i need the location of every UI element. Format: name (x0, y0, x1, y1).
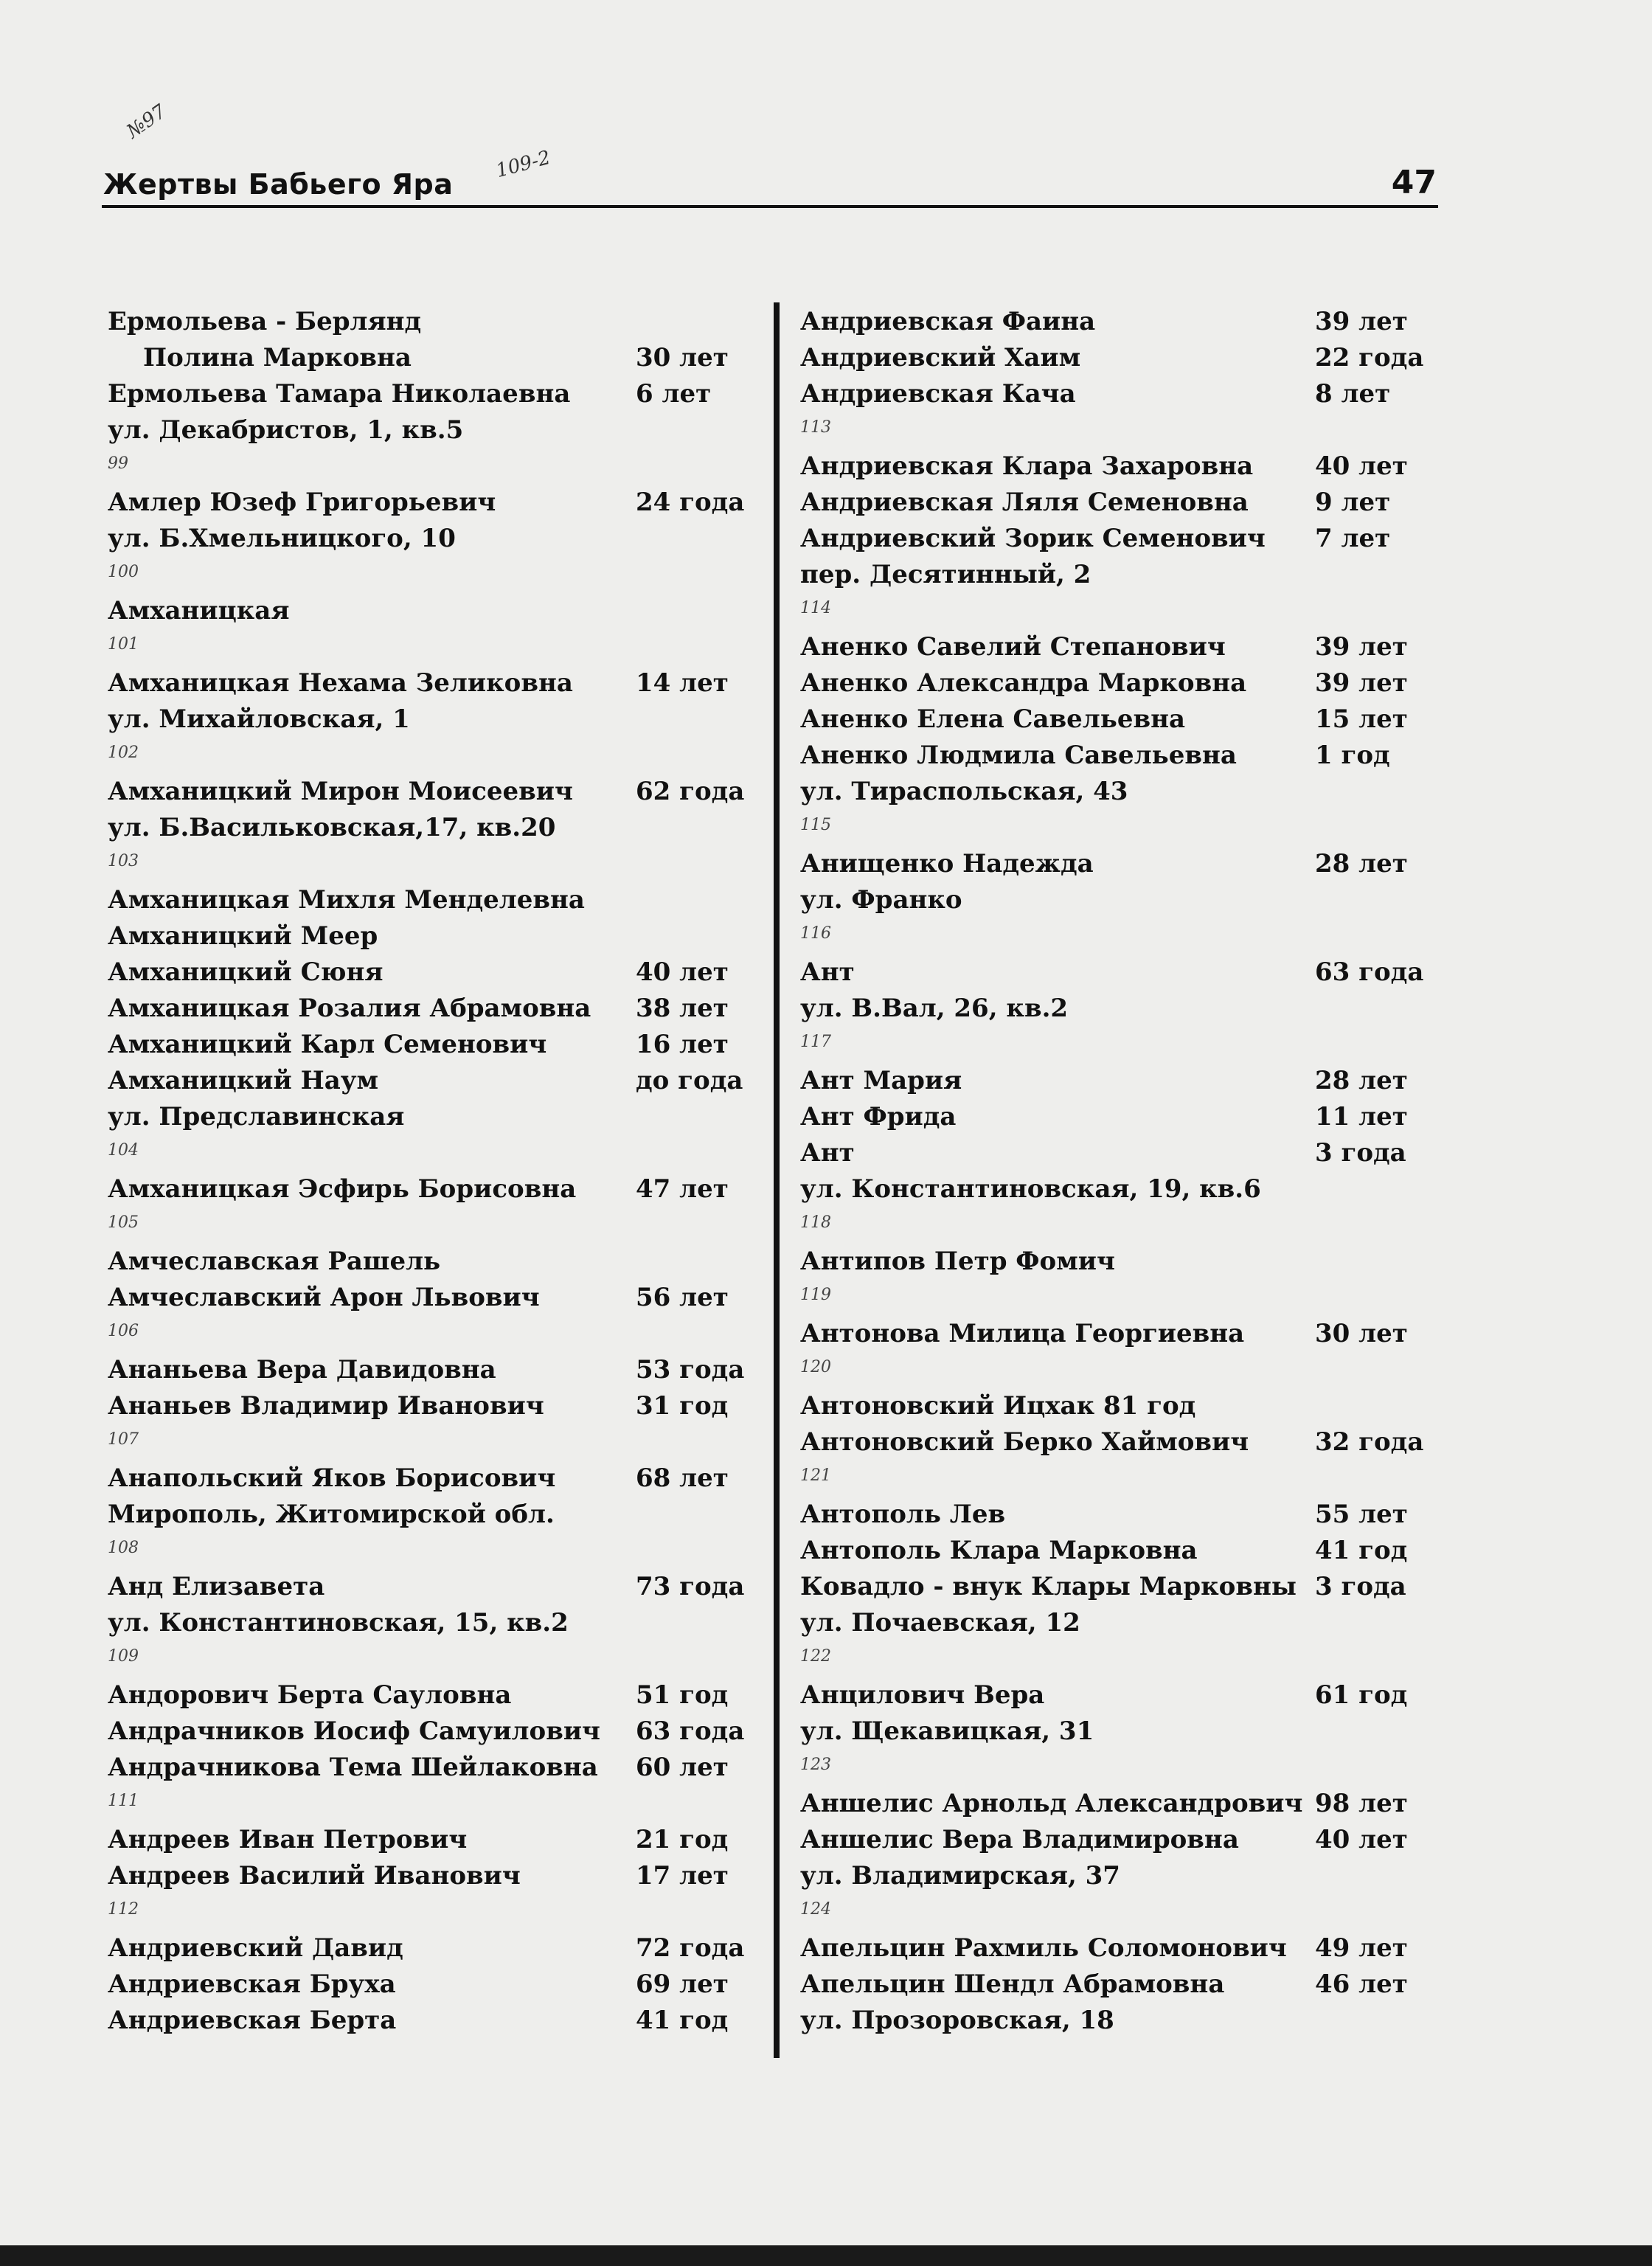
list-item (800, 774, 1449, 810)
list-item (800, 629, 1449, 665)
entry-name: Анищенко Надежда (800, 849, 1094, 879)
entry-name: пер. Десятинный, 2 (800, 560, 1092, 589)
list-item (800, 1786, 1449, 1822)
handwritten-entry-number: 108 (108, 1539, 139, 1557)
entry-gap (800, 810, 1449, 846)
list-item (800, 1714, 1449, 1750)
list-item (108, 1930, 757, 1967)
entry-gap (108, 629, 757, 665)
entry-age: 30 лет (1315, 1319, 1408, 1348)
handwritten-entry-number: 100 (108, 563, 139, 581)
entry-gap (800, 918, 1449, 954)
entry-age: 47 лет (636, 1174, 729, 1204)
entry-name: Андриевская Бруха (108, 1969, 396, 1999)
entry-name: Андреев Иван Петрович (108, 1825, 468, 1854)
entry-name: Амханицкий Карл Семенович (108, 1030, 547, 1059)
entry-age: 62 года (636, 777, 745, 806)
list-item (108, 774, 757, 810)
entry-name: ул. Константиновская, 15, кв.2 (108, 1608, 569, 1638)
entry-age: 1 год (1315, 741, 1390, 770)
entry-gap (800, 1894, 1449, 1930)
entry-name: ул. Б.Васильковская,17, кв.20 (108, 813, 556, 842)
handwritten-entry-number: 103 (108, 852, 139, 870)
entry-gap (800, 1461, 1449, 1497)
entry-name: Андриевская Клара Захаровна (800, 451, 1254, 481)
list-item (800, 1677, 1449, 1714)
entry-gap (108, 846, 757, 882)
list-item (800, 557, 1449, 593)
list-item (800, 665, 1449, 701)
entry-name: Аншелис Вера Владимировна (800, 1825, 1239, 1854)
handwritten-entry-number: 104 (108, 1141, 139, 1160)
entry-name: ул. Франко (800, 885, 962, 915)
list-item (800, 304, 1449, 340)
entry-age: 98 лет (1315, 1789, 1408, 1818)
list-item (108, 521, 757, 557)
handwritten-entry-number: 118 (800, 1213, 831, 1232)
entry-age: 6 лет (636, 379, 712, 409)
list-item (800, 1569, 1449, 1605)
entry-age: 7 лет (1315, 524, 1391, 553)
list-item (108, 1027, 757, 1063)
entry-name: Антипов Петр Фомич (800, 1247, 1115, 1276)
entry-age: 17 лет (636, 1861, 729, 1891)
entry-age: 46 лет (1315, 1969, 1408, 1999)
list-item (108, 701, 757, 738)
list-item (800, 846, 1449, 882)
entry-gap (108, 1316, 757, 1352)
entry-age: 24 года (636, 488, 745, 517)
entry-age: 60 лет (636, 1753, 729, 1782)
list-item (800, 448, 1449, 485)
entry-age: 68 лет (636, 1463, 729, 1493)
entry-age: 15 лет (1315, 704, 1408, 734)
entry-age: 30 лет (636, 343, 729, 373)
handwritten-entry-number: 124 (800, 1900, 831, 1919)
entry-age: 14 лет (636, 668, 729, 698)
list-item (800, 1135, 1449, 1171)
list-item (108, 304, 757, 340)
list-item (108, 1497, 757, 1533)
handwritten-entry-number: 107 (108, 1430, 139, 1449)
entry-name: Аненко Елена Савельевна (800, 704, 1186, 734)
entry-age: 49 лет (1315, 1933, 1408, 1963)
list-item (108, 593, 757, 629)
page-title: Жертвы Бабьего Яра (103, 168, 454, 201)
handwritten-entry-number: 105 (108, 1213, 139, 1232)
list-item (800, 1858, 1449, 1894)
entry-gap (108, 557, 757, 593)
list-item (108, 412, 757, 448)
list-item (108, 485, 757, 521)
entry-name: Апельцин Рахмиль Соломонович (800, 1933, 1287, 1963)
list-item (108, 1677, 757, 1714)
entry-gap (800, 1027, 1449, 1063)
entry-age: 39 лет (1315, 307, 1408, 336)
entry-gap (108, 1786, 757, 1822)
column-divider (774, 302, 780, 2058)
handwritten-entry-number: 119 (800, 1286, 831, 1304)
entry-name: Андриевская Берта (108, 2006, 397, 2035)
entry-gap (108, 738, 757, 774)
entry-name: Апельцин Шендл Абрамовна (800, 1969, 1225, 1999)
handwritten-entry-number: 114 (800, 599, 831, 617)
list-item (108, 1605, 757, 1641)
handwritten-entry-number: 109 (108, 1647, 139, 1666)
entry-name: Андреев Василий Иванович (108, 1861, 521, 1891)
list-item (800, 1605, 1449, 1641)
entry-name: ул. Владимирская, 37 (800, 1861, 1120, 1891)
entry-age: до года (636, 1066, 743, 1095)
entry-name: ул. Тираспольская, 43 (800, 777, 1128, 806)
entry-gap (108, 1894, 757, 1930)
handwritten-entry-number: 115 (800, 816, 831, 834)
entry-name: Андриевская Ляля Семеновна (800, 488, 1249, 517)
entry-name: Мирополь, Житомирской обл. (108, 1500, 555, 1529)
entry-name: ул. Щекавицкая, 31 (800, 1716, 1094, 1746)
list-item (800, 1316, 1449, 1352)
entry-age: 9 лет (1315, 488, 1391, 517)
list-item (800, 738, 1449, 774)
entry-name: Андриевский Хаим (800, 343, 1081, 373)
list-item (108, 1461, 757, 1497)
entry-name: Антонова Милица Георгиевна (800, 1319, 1245, 1348)
handwritten-entry-number: 101 (108, 635, 139, 654)
handwritten-entry-number: 117 (800, 1033, 831, 1051)
list-item (108, 810, 757, 846)
entry-age: 11 лет (1315, 1102, 1408, 1132)
entry-name: Аненко Людмила Савельевна (800, 741, 1237, 770)
entry-name: Андриевская Фаина (800, 307, 1096, 336)
list-item (108, 1171, 757, 1208)
entry-name: Ант (800, 1138, 855, 1168)
entry-name: Амханицкий Меер (108, 921, 378, 951)
list-item (800, 376, 1449, 412)
list-item (800, 954, 1449, 991)
list-item (108, 918, 757, 954)
entry-gap (108, 1641, 757, 1677)
list-item (108, 1750, 757, 1786)
entry-age: 63 года (1315, 957, 1424, 987)
entry-name: Полина Марковна (143, 343, 412, 373)
list-item (800, 340, 1449, 376)
list-item (108, 665, 757, 701)
page-number: 47 (1391, 164, 1437, 201)
entry-gap (800, 1352, 1449, 1388)
entry-gap (800, 1208, 1449, 1244)
entry-gap (800, 593, 1449, 629)
entry-name: Амханицкая Михля Менделевна (108, 885, 585, 915)
list-item (800, 1533, 1449, 1569)
entry-name: Ковадло - внук Клары Марковны (800, 1572, 1297, 1601)
left-column (108, 304, 757, 2039)
entry-name: Аненко Александра Марковна (800, 668, 1247, 698)
list-item (800, 1063, 1449, 1099)
list-item (800, 485, 1449, 521)
entry-age: 51 год (636, 1680, 729, 1710)
entry-age: 31 год (636, 1391, 729, 1421)
entry-name: Ермольева Тамара Николаевна (108, 379, 571, 409)
entry-age: 61 год (1315, 1680, 1408, 1710)
list-item (108, 1569, 757, 1605)
entry-name: Анд Елизавета (108, 1572, 325, 1601)
entry-age: 72 года (636, 1933, 745, 1963)
entry-age: 41 год (1315, 1536, 1408, 1565)
entry-name: Андорович Берта Сауловна (108, 1680, 512, 1710)
entry-age: 56 лет (636, 1283, 729, 1312)
entry-name: ул. Михайловская, 1 (108, 704, 410, 734)
list-item (108, 1352, 757, 1388)
entry-age: 41 год (636, 2006, 729, 2035)
handwritten-entry-number: 123 (800, 1756, 831, 1774)
list-item (800, 882, 1449, 918)
entry-name: ул. Декабристов, 1, кв.5 (108, 415, 464, 445)
header-rule (102, 205, 1438, 208)
list-item (800, 1171, 1449, 1208)
entry-name: Ананьева Вера Давидовна (108, 1355, 496, 1385)
list-item (800, 1497, 1449, 1533)
list-item (800, 1099, 1449, 1135)
handwritten-entry-number: 116 (800, 924, 831, 943)
list-item (800, 2003, 1449, 2039)
entry-age: 16 лет (636, 1030, 729, 1059)
entry-gap (800, 1641, 1449, 1677)
handwritten-number: №97 (122, 100, 171, 143)
entry-gap (108, 1424, 757, 1461)
entry-name: Ананьев Владимир Иванович (108, 1391, 544, 1421)
entry-name: ул. Почаевская, 12 (800, 1608, 1080, 1638)
entry-age: 28 лет (1315, 849, 1408, 879)
entry-gap (108, 1135, 757, 1171)
entry-name: Андрачников Иосиф Самуилович (108, 1716, 600, 1746)
list-item (108, 2003, 757, 2039)
entry-gap (800, 412, 1449, 448)
entry-age: 40 лет (636, 957, 729, 987)
entry-name: Андрачникова Тема Шейлаковна (108, 1753, 598, 1782)
entry-age: 39 лет (1315, 632, 1408, 662)
entry-name: Ермольева - Берлянд (108, 307, 422, 336)
entry-name: ул. Прозоровская, 18 (800, 2006, 1114, 2035)
handwritten-entry-number: 102 (108, 744, 139, 762)
handwritten-entry-number: 99 (108, 454, 128, 473)
list-item (108, 1280, 757, 1316)
list-item (800, 1930, 1449, 1967)
entry-name: Амханицкая (108, 596, 290, 626)
entry-age: 40 лет (1315, 451, 1408, 481)
entry-gap (108, 1208, 757, 1244)
list-item (108, 376, 757, 412)
list-item (800, 991, 1449, 1027)
list-item (108, 340, 757, 376)
entry-name: Амчеславский Арон Львович (108, 1283, 540, 1312)
entry-name: Ант Мария (800, 1066, 962, 1095)
entry-name: Аншелис Арнольд Александрович (800, 1789, 1303, 1818)
list-item (108, 1858, 757, 1894)
entry-gap (800, 1750, 1449, 1786)
list-item (800, 1244, 1449, 1280)
page-bottom-edge (0, 2245, 1652, 2266)
entry-gap (108, 1533, 757, 1569)
right-column (800, 304, 1449, 2039)
list-item (800, 1967, 1449, 2003)
handwritten-entry-number: 120 (800, 1358, 831, 1376)
list-item (108, 1714, 757, 1750)
entry-name: Амханицкая Нехама Зеликовна (108, 668, 573, 698)
handwritten-entry-number: 113 (800, 418, 831, 437)
handwritten-entry-number: 121 (800, 1466, 831, 1485)
entry-name: Амханицкий Наум (108, 1066, 379, 1095)
list-item (108, 1099, 757, 1135)
entry-name: Амханицкий Сюня (108, 957, 384, 987)
entry-age: 55 лет (1315, 1500, 1408, 1529)
list-item (108, 991, 757, 1027)
handwritten-range: 109-2 (493, 146, 553, 183)
entry-name: ул. Константиновская, 19, кв.6 (800, 1174, 1261, 1204)
entry-name: Амчеславская Рашель (108, 1247, 441, 1276)
entry-name: Аненко Савелий Степанович (800, 632, 1226, 662)
entry-name: Ант Фрида (800, 1102, 957, 1132)
list-item (108, 882, 757, 918)
entry-age: 39 лет (1315, 668, 1408, 698)
entry-age: 3 года (1315, 1572, 1406, 1601)
entry-name: Андриевский Зорик Семенович (800, 524, 1266, 553)
list-item (800, 1822, 1449, 1858)
list-item (800, 1424, 1449, 1461)
entry-age: 8 лет (1315, 379, 1391, 409)
entry-name: Антоновский Ицхак 81 год (800, 1391, 1196, 1421)
entry-age: 21 год (636, 1825, 729, 1854)
list-item (800, 1388, 1449, 1424)
entry-name: ул. В.Вал, 26, кв.2 (800, 994, 1069, 1023)
entry-name: Антоновский Берко Хаймович (800, 1427, 1249, 1457)
entry-name: Амлер Юзеф Григорьевич (108, 488, 496, 517)
entry-name: Амханицкий Мирон Моисеевич (108, 777, 573, 806)
handwritten-entry-number: 106 (108, 1322, 139, 1340)
entry-name: Антополь Лев (800, 1500, 1006, 1529)
list-item (108, 1822, 757, 1858)
entry-name: Антополь Клара Марковна (800, 1536, 1198, 1565)
entry-age: 3 года (1315, 1138, 1406, 1168)
entry-age: 38 лет (636, 994, 729, 1023)
entry-name: Андриевская Кача (800, 379, 1076, 409)
entry-age: 32 года (1315, 1427, 1424, 1457)
entry-age: 73 года (636, 1572, 745, 1601)
entry-name: Ант (800, 957, 855, 987)
handwritten-entry-number: 122 (800, 1647, 831, 1666)
handwritten-entry-number: 112 (108, 1900, 139, 1919)
entry-age: 63 года (636, 1716, 745, 1746)
list-item (108, 1967, 757, 2003)
entry-age: 40 лет (1315, 1825, 1408, 1854)
entry-name: Андриевский Давид (108, 1933, 403, 1963)
entry-gap (800, 1280, 1449, 1316)
entry-age: 69 лет (636, 1969, 729, 1999)
handwritten-entry-number: 111 (108, 1792, 139, 1810)
entry-age: 53 года (636, 1355, 745, 1385)
entry-name: Амханицкая Розалия Абрамовна (108, 994, 591, 1023)
list-item (108, 1063, 757, 1099)
entry-name: ул. Б.Хмельницкого, 10 (108, 524, 456, 553)
list-item (108, 954, 757, 991)
entry-name: ул. Предславинская (108, 1102, 405, 1132)
page-header (103, 164, 1437, 208)
list-item (108, 1388, 757, 1424)
entry-age: 28 лет (1315, 1066, 1408, 1095)
entry-gap (108, 448, 757, 485)
list-item (108, 1244, 757, 1280)
entry-name: Анапольский Яков Борисович (108, 1463, 556, 1493)
entry-name: Амханицкая Эсфирь Борисовна (108, 1174, 577, 1204)
list-item (800, 521, 1449, 557)
entry-age: 22 года (1315, 343, 1424, 373)
list-item (800, 701, 1449, 738)
entry-name: Анцилович Вера (800, 1680, 1045, 1710)
